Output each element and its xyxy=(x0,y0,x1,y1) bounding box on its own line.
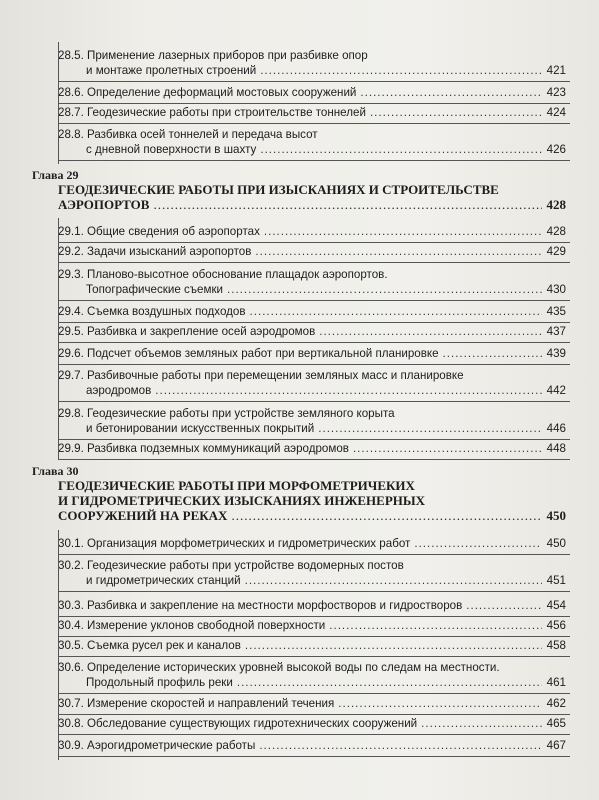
leader-dots xyxy=(360,85,542,100)
toc-entry-text: 30.8. Обследование существующих гидротехнических сооружений xyxy=(58,717,418,730)
leader-dots xyxy=(414,536,542,551)
chapter-title-line: ГЕОДЕЗИЧЕСКИЕ РАБОТЫ ПРИ МОРФОМЕТРИЧЕКИХ xyxy=(58,478,415,493)
entry-separator xyxy=(58,756,570,757)
toc-page-number: 454 xyxy=(546,599,566,612)
toc-entry[interactable] xyxy=(58,224,566,239)
leader-dots xyxy=(329,618,542,633)
entry-separator xyxy=(58,734,570,735)
chapter-title-last-line xyxy=(58,197,566,212)
entry-separator xyxy=(58,401,570,402)
leader-dots xyxy=(245,573,542,588)
toc-page-number: 456 xyxy=(546,619,566,632)
toc-page-number: 435 xyxy=(546,305,566,318)
toc-entry[interactable] xyxy=(58,304,566,319)
toc-entry[interactable] xyxy=(58,558,566,588)
toc-page-number: 448 xyxy=(546,442,566,455)
toc-entry[interactable] xyxy=(58,598,566,613)
toc-entry[interactable] xyxy=(58,441,566,456)
leader-dots xyxy=(260,63,542,78)
leader-dots xyxy=(353,441,542,456)
toc-entry[interactable] xyxy=(58,660,566,690)
toc-entry-last-line xyxy=(58,85,566,100)
toc-page-number: 439 xyxy=(546,347,566,360)
entry-separator xyxy=(58,300,570,301)
leader-dots xyxy=(245,638,542,653)
toc-entry[interactable] xyxy=(58,716,566,731)
toc-entry[interactable] xyxy=(58,267,566,297)
toc-entry-last-line xyxy=(58,441,566,456)
vertical-rule xyxy=(58,42,59,164)
entry-separator xyxy=(58,123,570,124)
chapter-label: Глава 29 xyxy=(32,168,79,182)
toc-entry-line: 29.3. Планово-высотное обоснование плащадок аэропортов. xyxy=(58,268,388,281)
toc-entry[interactable] xyxy=(58,105,566,120)
toc-page-number: 437 xyxy=(546,325,566,338)
toc-page-number: 429 xyxy=(546,245,566,258)
toc-entry-text: 29.9. Разбивка подземных коммуникаций аэродромов xyxy=(58,442,349,455)
toc-page-number: 428 xyxy=(546,225,566,238)
toc-entry[interactable] xyxy=(58,638,566,653)
leader-dots xyxy=(255,244,542,259)
toc-page-number: 450 xyxy=(546,537,566,550)
entry-separator xyxy=(58,160,570,161)
toc-entry-line: 29.8. Геодезические работы при устройстве земляного корыта xyxy=(58,407,395,420)
toc-entry-last-line xyxy=(58,383,566,398)
toc-entry-text: 29.2. Задачи изысканий аэропортов xyxy=(58,245,252,258)
leader-dots xyxy=(264,224,542,239)
leader-dots xyxy=(153,197,542,212)
toc-entry-text: и гидрометрических станций xyxy=(86,574,241,587)
toc-entry[interactable] xyxy=(58,406,566,436)
leader-dots xyxy=(338,696,542,711)
chapter-label: Глава 30 xyxy=(32,464,79,478)
toc-entry[interactable] xyxy=(58,696,566,711)
toc-entry-last-line xyxy=(58,105,566,120)
entry-separator xyxy=(58,242,570,243)
toc-entry-text: 29.5. Разбивка и закрепление осей аэродромов xyxy=(58,325,316,338)
toc-page-number: 426 xyxy=(546,143,566,156)
toc-entry[interactable] xyxy=(58,536,566,551)
toc-entry-text: Продольный профиль реки xyxy=(86,676,233,689)
toc-entry-line: 28.8. Разбивка осей тоннелей и передача высот xyxy=(58,128,318,141)
leader-dots xyxy=(260,142,542,157)
chapter-title-text: СООРУЖЕНИЙ НА РЕКАХ xyxy=(58,508,228,523)
entry-separator xyxy=(58,714,570,715)
toc-page-number: 423 xyxy=(546,86,566,99)
entry-separator xyxy=(58,554,570,555)
toc-entry-text: с дневной поверхности в шахту xyxy=(86,143,257,156)
toc-entry-last-line xyxy=(58,598,566,613)
toc-entry-last-line xyxy=(58,716,566,731)
entry-separator xyxy=(58,322,570,323)
entry-separator xyxy=(58,616,570,617)
toc-entry-text: 30.3. Разбивка и закрепление на местности морфостворов и гидростворов xyxy=(58,599,463,612)
leader-dots xyxy=(227,282,542,297)
toc-entry[interactable] xyxy=(58,368,566,398)
toc-page-number: 430 xyxy=(546,283,566,296)
leader-dots xyxy=(250,304,542,319)
toc-entry-last-line xyxy=(58,63,566,78)
entry-separator xyxy=(58,81,570,82)
toc-entry-text: 30.4. Измерение уклонов свободной поверхности xyxy=(58,619,326,632)
toc-entry-line: 28.5. Применение лазерных приборов при разбивке опор xyxy=(58,49,368,62)
chapter-title-line: ГЕОДЕЗИЧЕСКИЕ РАБОТЫ ПРИ ИЗЫСКАНИЯХ И СТРОИТЕЛЬСТВЕ xyxy=(58,182,499,197)
entry-separator xyxy=(58,342,570,343)
leader-dots xyxy=(466,598,542,613)
toc-entry-last-line xyxy=(58,282,566,297)
toc-entry-last-line xyxy=(58,324,566,339)
chapter-title-text: АЭРОПОРТОВ xyxy=(58,197,150,212)
chapter-title-line: И ГИДРОМЕТРИЧЕСКИХ ИЗЫСКАНИЯХ ИНЖЕНЕРНЫХ xyxy=(58,493,426,508)
toc-entry-text: 30.7. Измерение скоростей и направлений течения xyxy=(58,697,335,710)
toc-page-number: 446 xyxy=(546,422,566,435)
toc-entry-text: аэродромов xyxy=(86,384,152,397)
toc-entry-text: и монтаже пролетных строений xyxy=(86,64,257,77)
toc-entry-last-line xyxy=(58,244,566,259)
toc-entry[interactable] xyxy=(58,738,566,753)
toc-entry[interactable] xyxy=(58,244,566,259)
entry-separator xyxy=(58,262,570,263)
toc-entry-last-line xyxy=(58,738,566,753)
entry-separator xyxy=(58,459,570,460)
toc-page-number: 458 xyxy=(546,639,566,652)
entry-separator xyxy=(58,364,570,365)
toc-entry-text: 30.9. Аэрогидрометрические работы xyxy=(58,739,256,752)
toc-entry-line: 29.7. Разбивочные работы при перемещении земляных масс и планировке xyxy=(58,369,464,382)
toc-entry-last-line xyxy=(58,224,566,239)
entry-separator xyxy=(58,439,570,440)
toc-entry[interactable] xyxy=(58,127,566,157)
toc-entry-text: Топографические съемки xyxy=(86,283,224,296)
chapter-page-number: 428 xyxy=(546,197,566,212)
toc-page-number: 424 xyxy=(546,106,566,119)
toc-entry-last-line xyxy=(58,536,566,551)
leader-dots xyxy=(259,738,542,753)
toc-entry[interactable] xyxy=(58,346,566,361)
toc-entry-text: 29.1. Общие сведения об аэропортах xyxy=(58,225,260,238)
toc-entry[interactable] xyxy=(58,85,566,100)
toc-entry-last-line xyxy=(58,675,566,690)
toc-entry-text: 28.6. Определение деформаций мостовых сооружений xyxy=(58,86,357,99)
toc-entry-last-line xyxy=(58,346,566,361)
toc-page-number: 465 xyxy=(546,717,566,730)
leader-dots xyxy=(318,421,542,436)
toc-page-number: 421 xyxy=(546,64,566,77)
chapter-title-last-line xyxy=(58,508,566,523)
toc-entry-last-line xyxy=(58,573,566,588)
chapter-title[interactable] xyxy=(58,478,566,523)
toc-entry[interactable] xyxy=(58,48,566,78)
toc-page-number: 461 xyxy=(546,676,566,689)
vertical-rule xyxy=(58,218,59,460)
entry-separator xyxy=(58,656,570,657)
leader-dots xyxy=(421,716,542,731)
toc-entry-last-line xyxy=(58,304,566,319)
leader-dots xyxy=(155,383,542,398)
toc-page-number: 467 xyxy=(546,739,566,752)
toc-entry-text: 30.1. Организация морфометрических и гидрометрических работ xyxy=(58,537,411,550)
toc-entry[interactable] xyxy=(58,618,566,633)
toc-entry-text: 29.4. Съемка воздушных подходов xyxy=(58,305,246,318)
toc-page-number: 442 xyxy=(546,384,566,397)
leader-dots xyxy=(237,675,542,690)
toc-entry-text: и бетонировании искусственных покрытий xyxy=(86,422,315,435)
toc-entry-last-line xyxy=(58,618,566,633)
entry-separator xyxy=(58,591,570,592)
vertical-rule xyxy=(58,530,59,760)
toc-page-number: 462 xyxy=(546,697,566,710)
entry-separator xyxy=(58,693,570,694)
toc-entry-text: 30.5. Съемка русел рек и каналов xyxy=(58,639,241,652)
chapter-title[interactable] xyxy=(58,182,566,212)
toc-entry-line: 30.2. Геодезические работы при устройстве водомерных постов xyxy=(58,559,404,572)
leader-dots xyxy=(231,508,542,523)
toc-entry-text: 28.7. Геодезические работы при строительстве тоннелей xyxy=(58,106,366,119)
leader-dots xyxy=(370,105,542,120)
entry-separator xyxy=(58,636,570,637)
toc-entry-last-line xyxy=(58,142,566,157)
toc-entry-last-line xyxy=(58,421,566,436)
toc-page-number: 451 xyxy=(546,574,566,587)
toc-entry-last-line xyxy=(58,638,566,653)
leader-dots xyxy=(319,324,542,339)
toc-entry-last-line xyxy=(58,696,566,711)
toc-entry[interactable] xyxy=(58,324,566,339)
chapter-page-number: 450 xyxy=(546,508,566,523)
toc-entry-text: 29.6. Подсчет объемов земляных работ при вертикальной планировке xyxy=(58,347,439,360)
toc-entry-line: 30.6. Определение исторических уровней высокой воды по следам на местности. xyxy=(58,661,500,674)
entry-separator xyxy=(58,103,570,104)
leader-dots xyxy=(443,346,542,361)
